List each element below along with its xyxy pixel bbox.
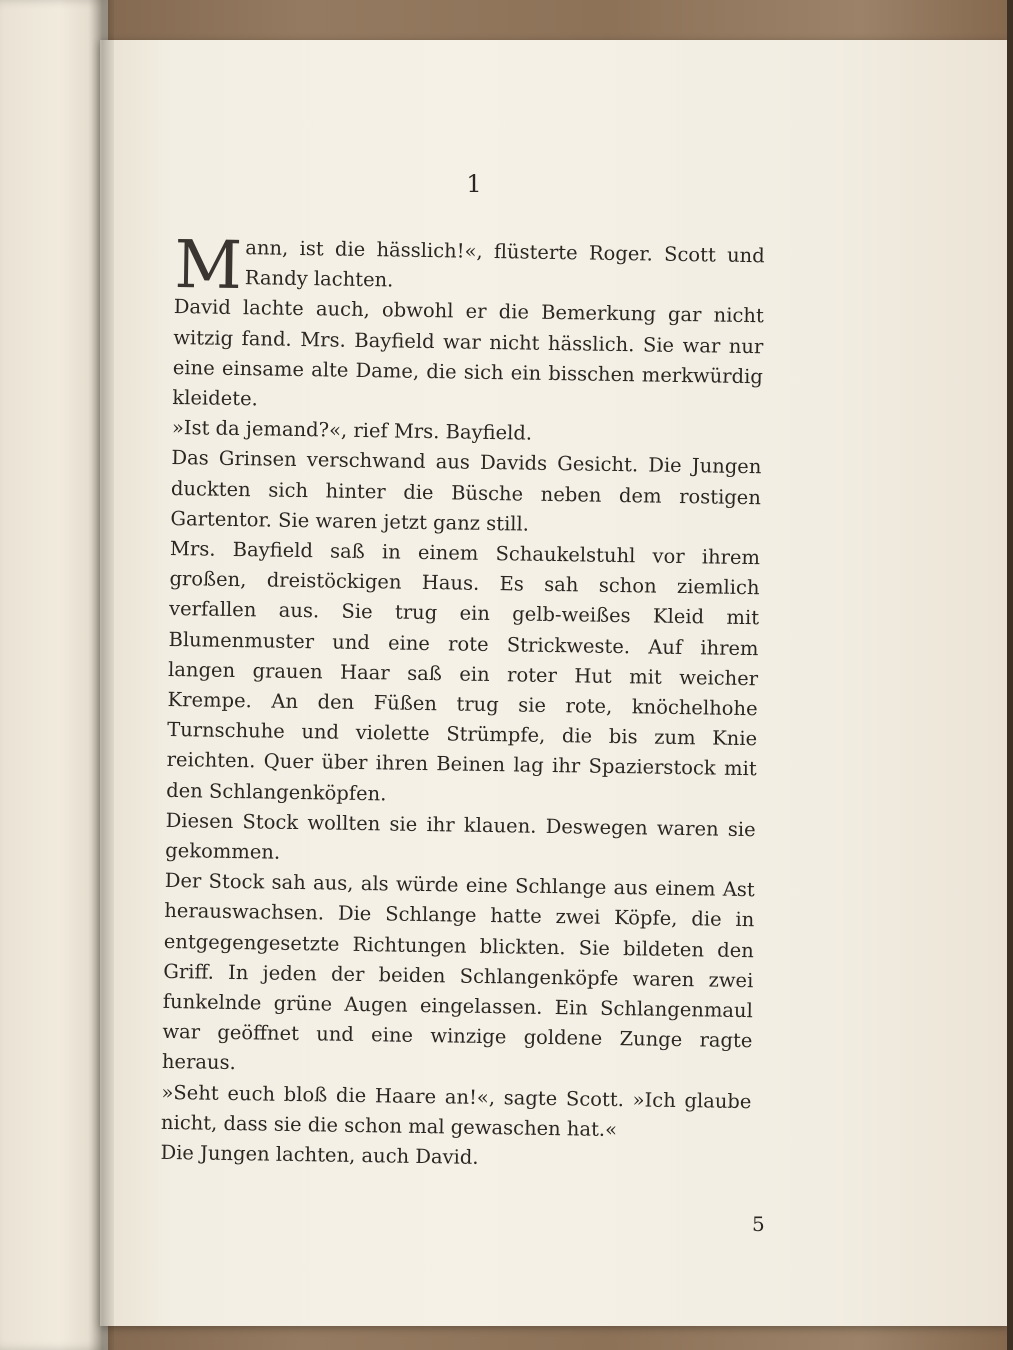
paragraph: [173, 226, 765, 305]
paragraph-text: ann, ist die hässlich!«, flüsterte Roger. Scott und Randy lachten.: [244, 236, 765, 292]
next-page-edge: [1007, 0, 1013, 1350]
paragraph: Das Grinsen verschwand aus Davids Gesicht. Die Jungen duckten sich hinter die Büsche neben dem rostigen Gartentor. Sie waren jetzt ganz still.: [170, 446, 762, 536]
paragraph: »Ist da jemand?«, rief Mrs. Bayfield.: [171, 416, 533, 445]
paragraph: Der Stock sah aus, als würde eine Schlange aus einem Ast herauswachsen. Die Schlange hatte zwei Köpfe, die in entgegengesetzte Richtungen blickten. Sie bildeten den Griff. In jeden der beiden Schlangenköpfe waren zwei funkelnde grüne Augen eingelassen. Ein Schlangenmaul war geöffnet und eine winzige goldene Zunge ragte heraus.: [161, 869, 755, 1075]
paragraph: Die Jungen lachten, auch David.: [160, 1140, 479, 1169]
body-text: [160, 226, 765, 1177]
page-number: 5: [752, 1212, 765, 1236]
drop-cap: M: [173, 226, 243, 305]
book-gutter: [88, 0, 114, 1350]
paragraph: Mrs. Bayfield saß in einem Schaukelstuhl vor ihrem großen, dreistöckigen Haus. Es sah schon ziemlich verfallen aus. Sie trug ein gelb-weißes Kleid mit Blumenmuster und eine rote Strickweste. Auf ihrem langen grauen Haar saß ein roter Hut mit weicher Krempe. An den Füßen trug sie rote, knöchelhohe Turnschuhe und violette Strümpfe, die bis zum Knie reichten. Quer über ihren Beinen lag ihr Spazierstock mit den Schlangenköpfen.: [166, 536, 761, 806]
paragraph: »Seht euch bloß die Haare an!«, sagte Scott. »Ich glaube nicht, dass sie die schon mal gewaschen hat.«: [160, 1080, 752, 1141]
paragraph: David lachte auch, obwohl er die Bemerkung gar nicht witzig fand. Mrs. Bayfield war nicht hässlich. Sie war nur eine einsame alte Dame, die sich ein bisschen merkwürdig kleidete.: [172, 295, 764, 411]
paragraph: Diesen Stock wollten sie ihr klauen. Deswegen waren sie gekommen.: [165, 808, 756, 864]
chapter-number: 1: [466, 170, 482, 198]
